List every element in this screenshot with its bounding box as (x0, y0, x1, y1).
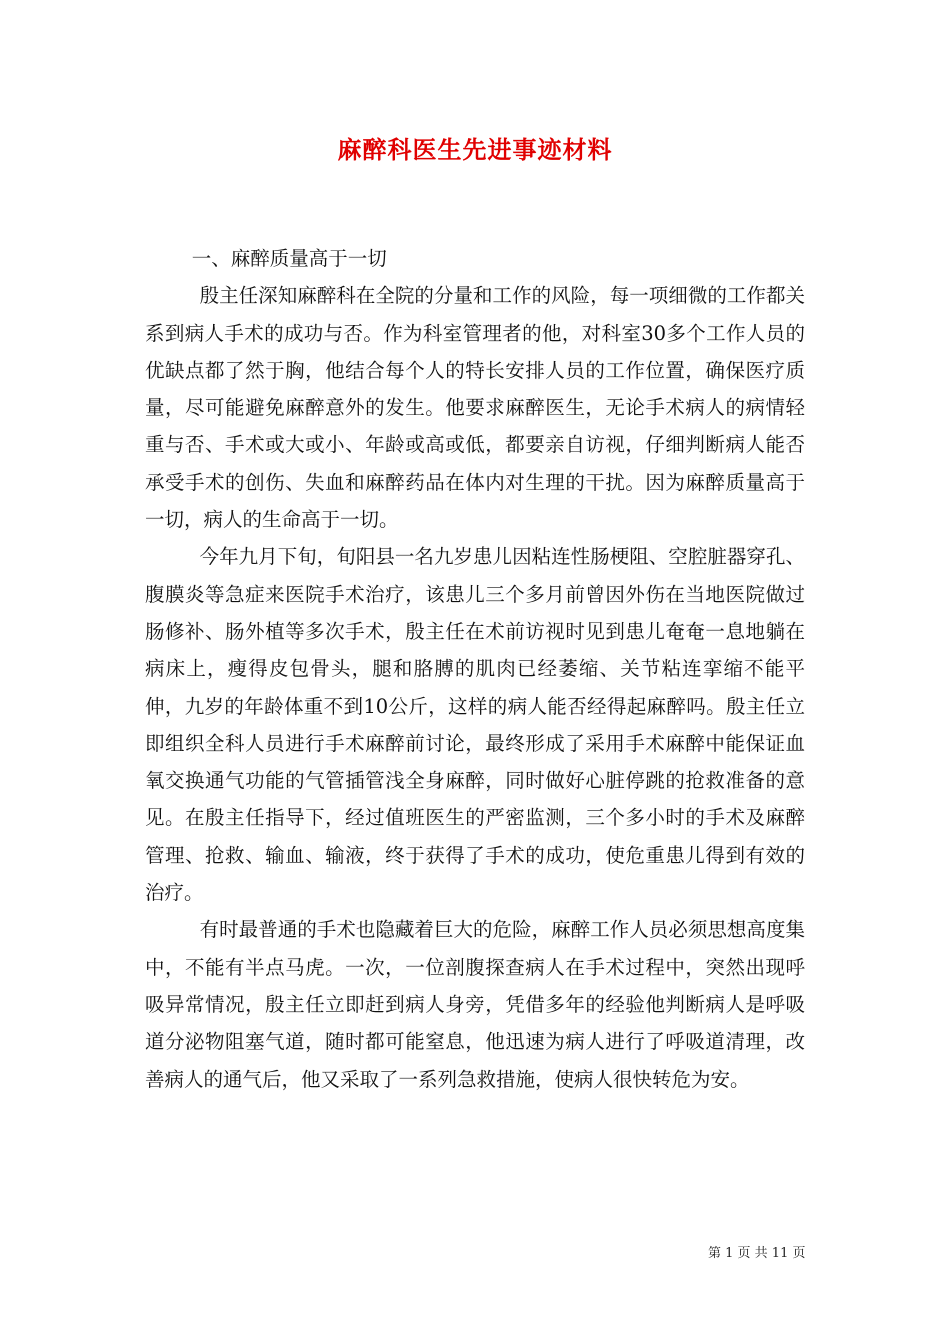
body-paragraph: 殷主任深知麻醉科在全院的分量和工作的风险，每一项细微的工作都关系到病人手术的成功与否。作为科室管理者的他，对科室30多个工作人员的优缺点都了然于胸，他结合每个人的特长安排人员的工作位置，确保医疗质量，尽可能避免麻醉意外的发生。他要求麻醉医生，无论手术病人的病情轻重与否、手术或大或小、年龄或高或低，都要亲自访视，仔细判断病人能否承受手术的创伤、失血和麻醉药品在体内对生理的干扰。因为麻醉质量高于一切，病人的生命高于一切。 (145, 284, 805, 532)
section-heading: 一、麻醉质量高于一切 (191, 247, 387, 270)
document-title: 麻醉科医生先进事迹材料 (337, 135, 613, 164)
page-number-footer: 第 1 页 共 11 页 (708, 1246, 806, 1261)
body-paragraph: 有时最普通的手术也隐藏着巨大的危险，麻醉工作人员必须思想高度集中，不能有半点马虎。一次，一位剖腹探查病人在手术过程中，突然出现呼吸异常情况，殷主任立即赶到病人身旁，凭借多年的经验他判断病人是呼吸道分泌物阻塞气道，随时都可能窒息，他迅速为病人进行了呼吸道清理，改善病人的通气后，他又采取了一系列急救措施，使病人很快转危为安。 (145, 918, 805, 1091)
body-paragraph: 今年九月下旬，旬阳县一名九岁患儿因粘连性肠梗阻、空腔脏器穿孔、腹膜炎等急症来医院手术治疗，该患儿三个多月前曾因外伤在当地医院做过肠修补、肠外植等多次手术，殷主任在术前访视时见到患儿奄奄一息地躺在病床上，瘦得皮包骨头，腿和胳膊的肌肉已经萎缩、关节粘连挛缩不能平伸，九岁的年龄体重不到10公斤，这样的病人能否经得起麻醉吗。殷主任立即组织全科人员进行手术麻醉前讨论，最终形成了采用手术麻醉中能保证血氧交换通气功能的气管插管浅全身麻醉，同时做好心脏停跳的抢救准备的意见。在殷主任指导下，经过值班医生的严密监测，三个多小时的手术及麻醉管理、抢救、输血、输液，终于获得了手术的成功，使危重患儿得到有效的治疗。 (145, 545, 805, 905)
document-body (145, 240, 805, 1098)
